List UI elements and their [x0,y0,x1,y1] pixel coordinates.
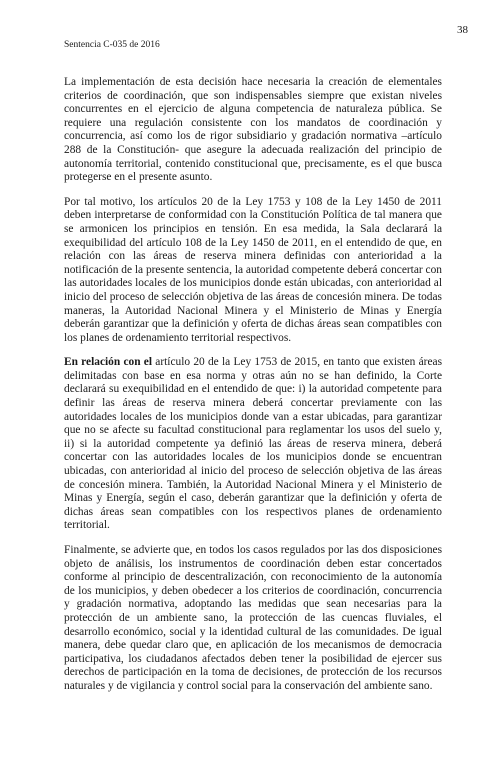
paragraph-text: Finalmente, se advierte que, en todos los casos regulados por las dos disposiciones objeto de análisis, los instrumentos de coordinación deben estar concertados conforme al principio de descentralización, con reconocimiento de la autonomía de los municipios, y deben obedecer a los criterios de coordinación, concurrencia y gradación normativa, adoptando las medidas que sean necesarias para la protección de un ambiente sano, la protección de las cuencas fluviales, el desarrollo económico, social y la identidad cultural de las comunidades. De igual manera, debe quedar claro que, en aplicación de los mecanismos de democracia participativa, los ciudadanos afectados deben tener la posibilidad de ejercer sus derechos de participación en la toma de decisiones, de protección de los recursos naturales y de vigilancia y control social para la conservación del ambiente sano. [64,544,442,692]
document-body [64,76,442,705]
paragraph-text: Por tal motivo, los artículos 20 de la Ley 1753 y 108 de la Ley 1450 de 2011 deben interpretarse de conformidad con la Constitución Política de tal manera que se armonicen los principios en tensión. En esa medida, la Sala declarará la exequibilidad del artículo 108 de la Ley 1450 de 2011, en el entendido de que, en relación con las áreas de reserva minera definidas con anterioridad a la notificación de la presente sentencia, la autoridad competente deberá concertar con las autoridades locales de los municipios donde están ubicadas, con anterioridad al inicio del proceso de selección objetiva de las áreas de concesión minera. De todas maneras, la Autoridad Nacional Minera y el Ministerio de Minas y Energía deberán garantizar que la definición y oferta de dichas áreas sean compatibles con los planes de ordenamiento territorial respectivos. [64,195,442,344]
paragraph-text: artículo 20 de la Ley 1753 de 2015, en tanto que existen áreas delimitadas con base en esa norma y otras aún no se han definido, la Corte declarará su exequibilidad en el entendido de que: i) la autoridad competente para definir las áreas de reserva minera deberá concertar previamente con las autoridades locales de los municipios donde van a estar ubicadas, para garantizar que no se afecte su facultad constitucional para reglamentar los usos del suelo y, ii) si la autoridad competente ya definió las áreas de reserva minera, deberá concertar con las autoridades locales de los municipios donde se encuentran ubicadas, con anterioridad al inicio del proceso de selección objetiva de las áreas de concesión minera. También, la Autoridad Nacional Minera y el Ministerio de Minas y Energía, según el caso, deberán garantizar que la definición y oferta de dichas áreas sean compatibles con los respectivos planes de ordenamiento territorial. [64,356,442,532]
page-number: 38 [457,24,468,36]
paragraph [64,196,442,346]
running-header: Sentencia C-035 de 2016 [64,40,160,50]
paragraph-text: La implementación de esta decisión hace necesaria la creación de elementales criterios de coordinación, que son indispensables siempre que existan niveles concurrentes en el ejercicio de alguna competencia de naturaleza pública. Se requiere una regulación consistente con los mandatos de coordinación y concurrencia, así como los de rigor subsidiario y gradación normativa –artículo 288 de la Constitución- que asegure la adecuada realización del principio de autonomía territorial, contenido constitucional que, precisamente, es el que busca protegerse en el presente asunto. [64,76,442,184]
paragraph [64,356,442,533]
paragraph [64,544,442,694]
paragraph-lead-bold: En relación con el [64,356,153,369]
paragraph [64,76,442,185]
